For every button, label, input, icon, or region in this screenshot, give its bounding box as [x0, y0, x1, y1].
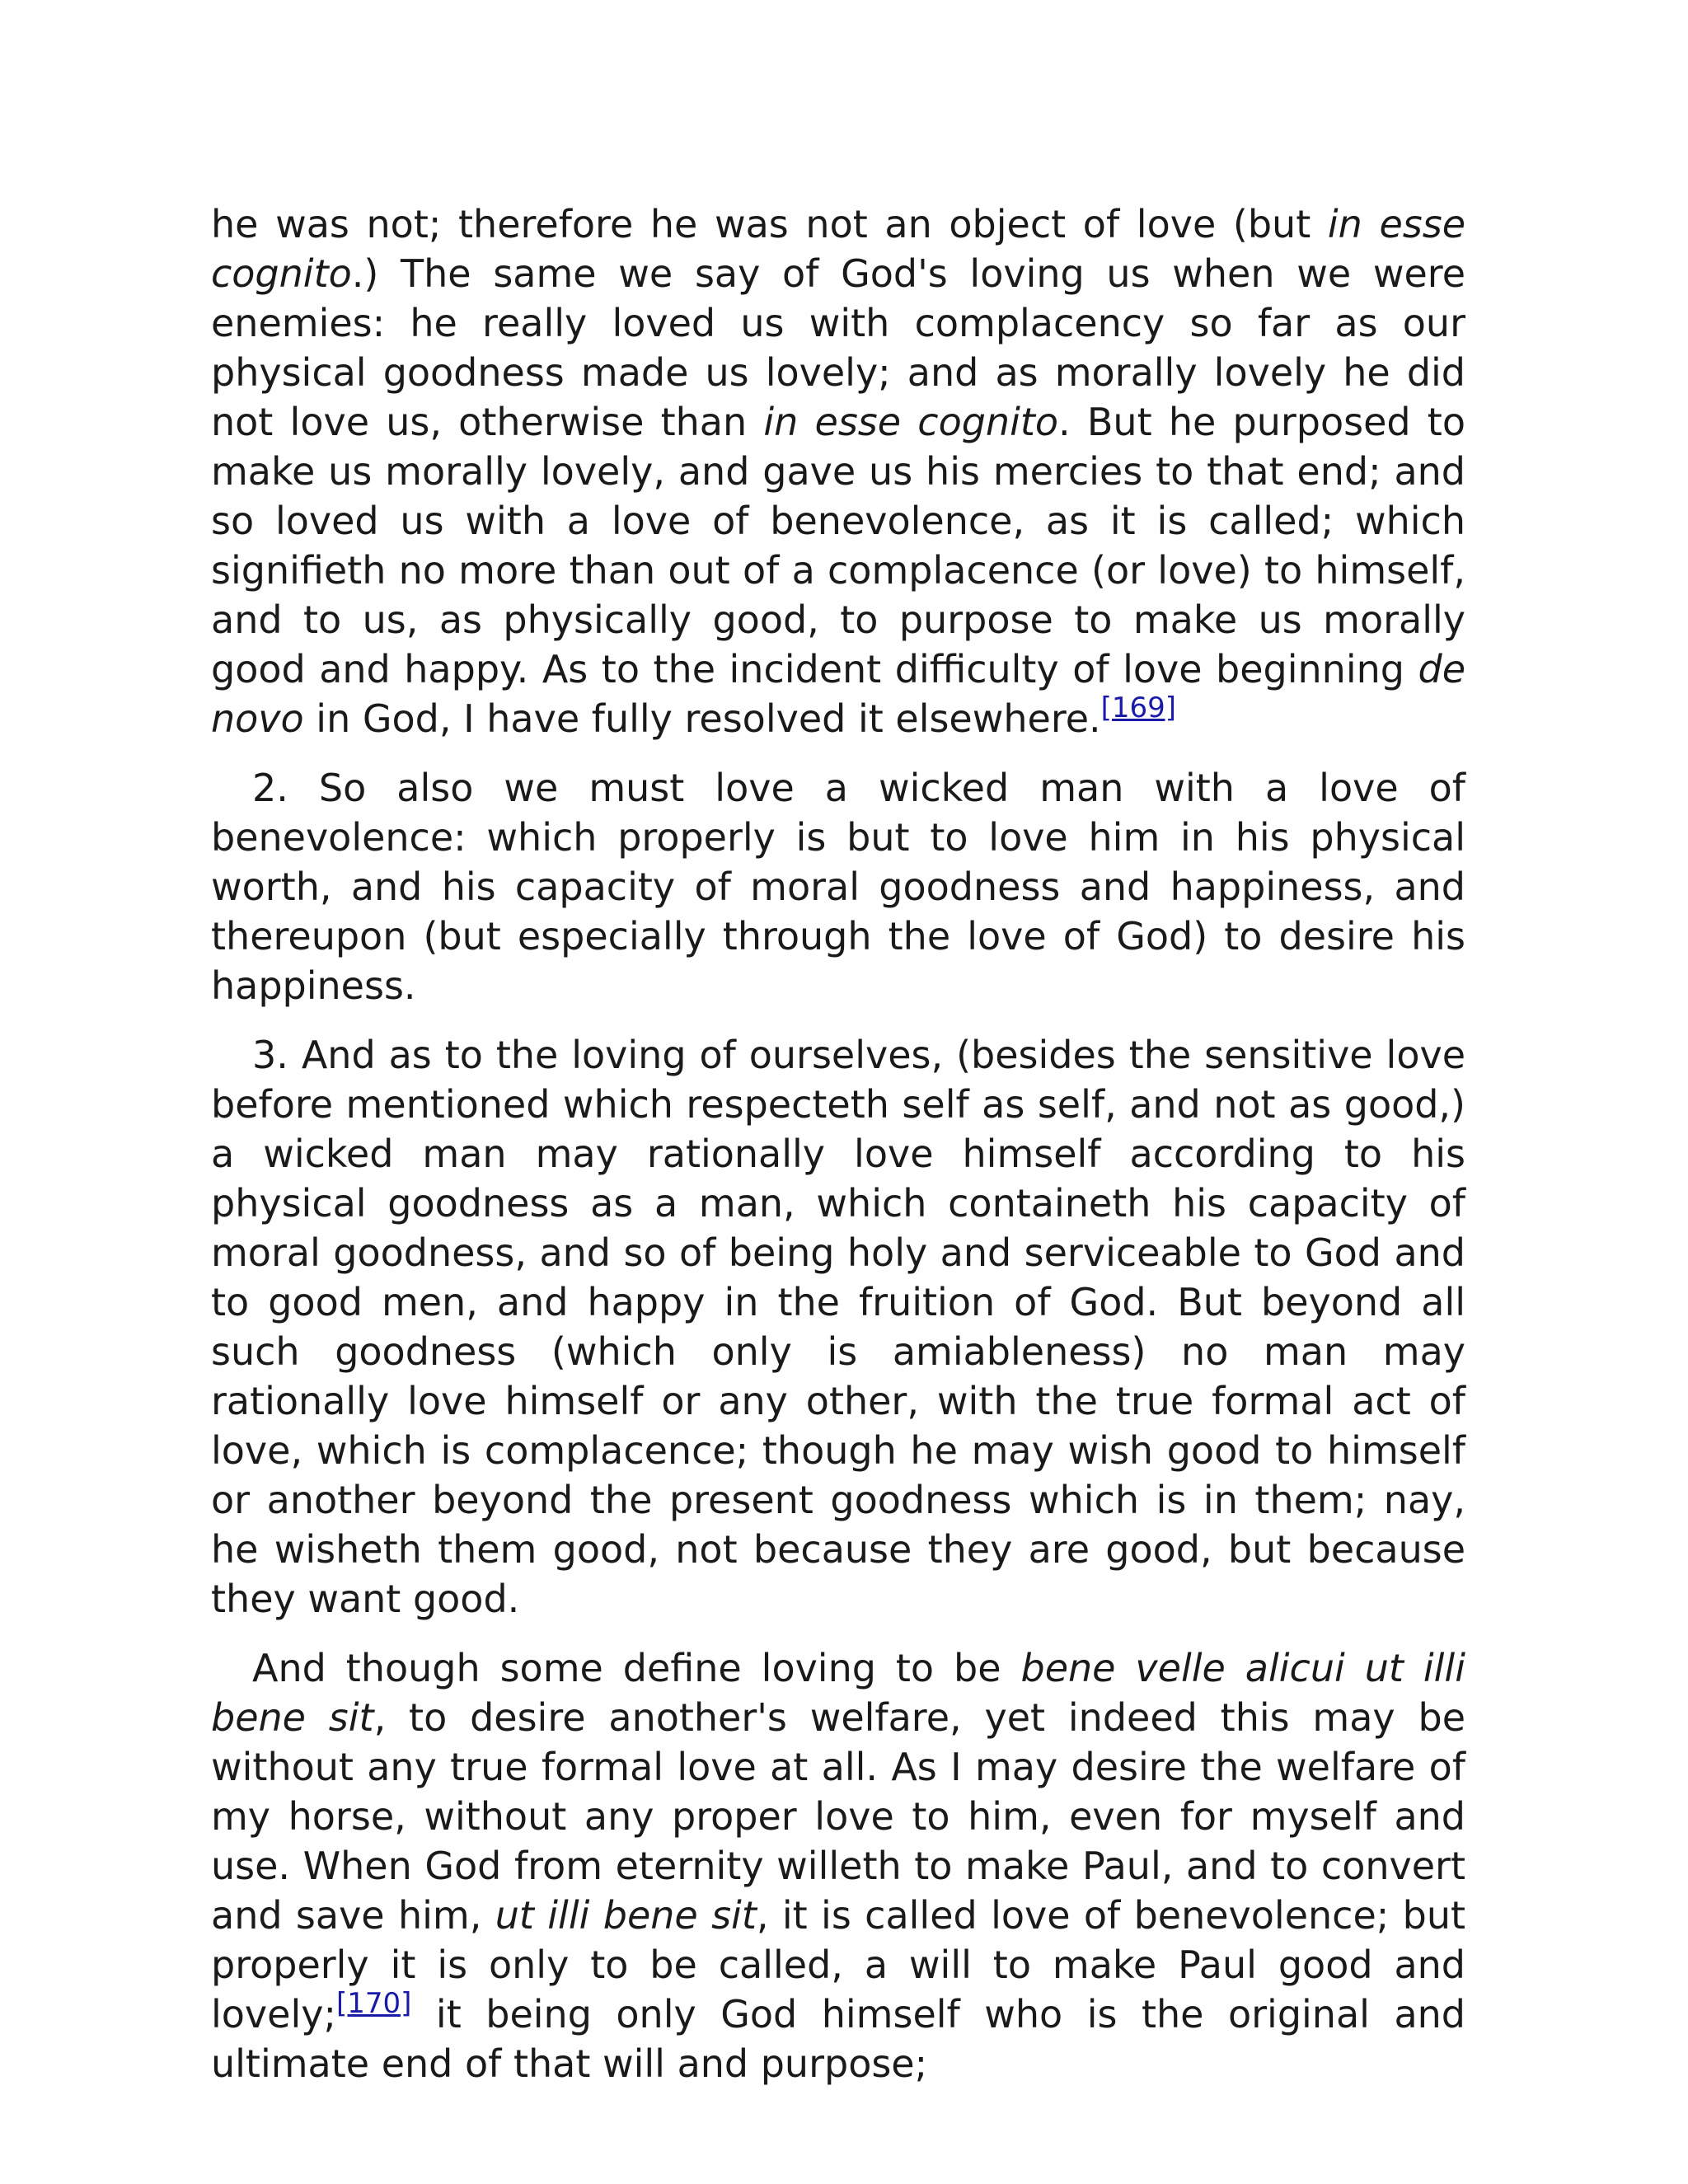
text-span: 2. So also we must love a wicked man with a love of benevolence: which properly is but to love him in his physical worth, and his capacity of moral goodness and happiness, and thereupon (but especially through the love of God) to desire his happiness. [211, 766, 1465, 1008]
document-page [211, 199, 1465, 2108]
text-span: it being only God himself who is the original and ultimate end of that will and purpose; [211, 1992, 1465, 2086]
paragraph [211, 1643, 1465, 2088]
italic-text: in esse cognito [763, 400, 1059, 444]
text-span: , to desire another's welfare, yet indeed this may be without any true formal love at all. As I may desire the welfare of my horse, without any proper love to him, even for myself and use. When God from eternity willeth to make Paul, and to convert and save him, [211, 1695, 1466, 1938]
text-span: he was not; therefore he was not an object of love (but [211, 202, 1328, 246]
text-span: 3. And as to the loving of ourselves, (besides the sensitive love before mentioned which respecteth self as self, and not as good,) a wicked man may rationally love himself according to his physical goodness as a man, which containeth his capacity of moral goodness, and so of being holy and serviceable to God and to good men, and happy in the fruition of God. But beyond all such goodness (which only is amiableness) no man may rationally love himself or any other, with the true formal act of love, which is complacence; though he may wish good to himself or another beyond the present goodness which is in them; nay, he wisheth them good, not because they are good, but because they want good. [211, 1033, 1465, 1621]
italic-text: bene velle alicui ut illi bene sit [211, 1646, 1465, 1740]
text-span: .) The same we say of God's loving us when we were enemies: he really loved us with complacency so far as our physical goodness made us lovely; and as morally lovely he did not love us, otherwise than [211, 251, 1465, 444]
paragraph [211, 763, 1465, 1010]
text-span: , it is called love of benevolence; but properly it is only to be called, a will to make Paul good and lovely; [211, 1893, 1466, 2036]
footnote-link[interactable]: [170] [335, 1987, 412, 2020]
text-span: And though some define loving to be [252, 1646, 1021, 1690]
paragraph [211, 1030, 1465, 1624]
text-span: in God, I have fully resolved it elsewhere. [303, 696, 1101, 741]
italic-text: ut illi bene sit [495, 1893, 757, 1938]
italic-text: in esse cognito [211, 202, 1465, 296]
footnote-link[interactable]: [169] [1100, 691, 1177, 724]
text-span: . But he purposed to make us morally lovely, and gave us his mercies to that end; and so loved us with a love of benevolence, as it is called; which signifieth no more than out of a complacence (or love) to himself, and to us, as physically good, to purpose to make us morally good and happy. As to the incident difficulty of love beginning [211, 400, 1465, 691]
paragraph [211, 199, 1465, 743]
italic-text: de novo [211, 647, 1465, 741]
